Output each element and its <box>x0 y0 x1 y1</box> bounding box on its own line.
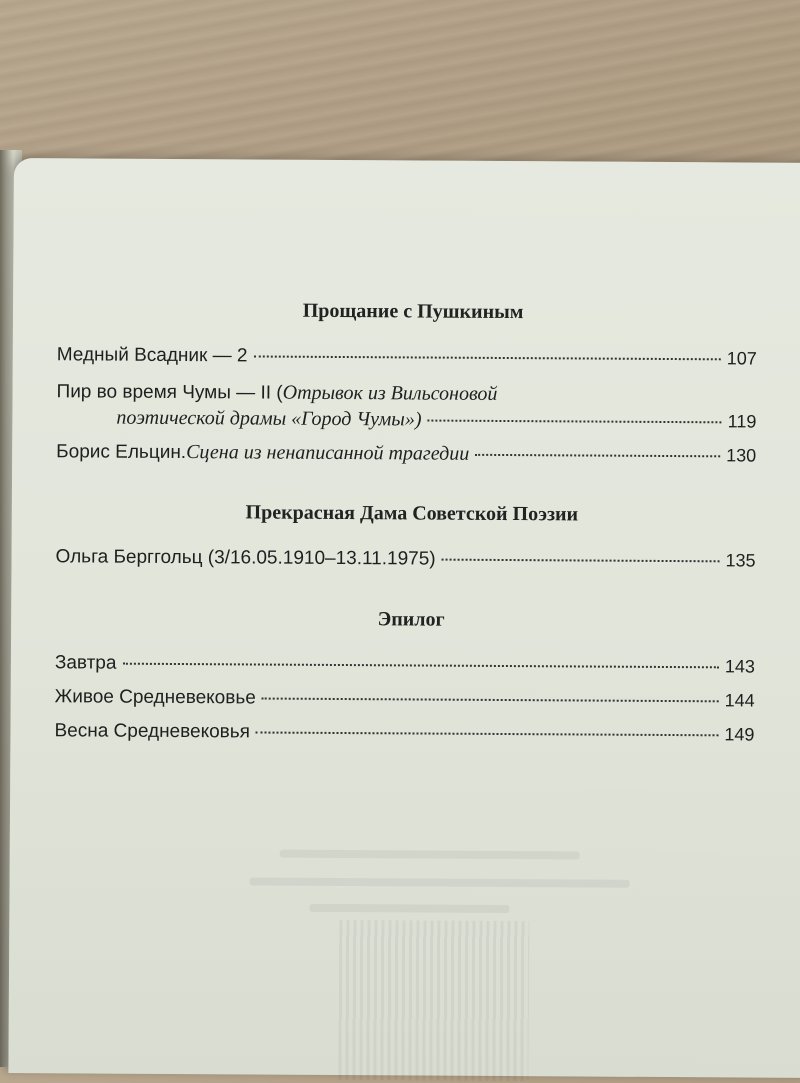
toc-entry-medny-vsadnik <box>57 344 757 374</box>
section-title-pushkin: Прощание с Пушкиным <box>302 299 524 324</box>
page-number: 107 <box>726 348 757 369</box>
show-through-text <box>280 850 580 860</box>
page-number: 144 <box>724 690 755 711</box>
page-number: 149 <box>724 724 755 745</box>
show-through-text <box>309 904 509 913</box>
leader-dots <box>475 454 720 457</box>
entry-subtitle-continued: поэтической драмы «Город Чумы») <box>116 406 422 431</box>
section-title-epilog: Эпилог <box>377 608 445 631</box>
leader-dots <box>253 355 720 360</box>
entry-title: Борис Ельцин. <box>56 441 187 464</box>
entry-title: Пир во время Чумы — II ( <box>56 381 283 404</box>
entry-title: Весна Средневековья <box>54 720 251 743</box>
entry-title: Завтра <box>54 652 117 674</box>
book-page <box>8 158 800 1078</box>
leader-dots <box>256 731 718 736</box>
leader-dots <box>442 559 720 563</box>
leader-dots <box>262 698 719 703</box>
page-number: 143 <box>724 656 755 677</box>
leader-dots <box>428 420 722 424</box>
entry-subtitle: Отрывок из Вильсоновой <box>282 381 498 405</box>
toc-entry-boris-eltsin <box>56 440 756 470</box>
toc-entry-zhivoe-srednevekovie <box>55 686 755 716</box>
show-through-text <box>250 877 630 887</box>
toc-entry-pir-continuation <box>116 407 756 437</box>
leader-dots <box>122 663 718 669</box>
page-number: 119 <box>727 411 757 432</box>
toc-entry-vesna-srednevekovya <box>54 720 754 750</box>
entry-title: Медный Всадник — 2 <box>56 344 248 367</box>
entry-title: Живое Средневековье <box>54 686 256 709</box>
show-through-barcode <box>338 920 529 1081</box>
section-title-prekrasnaya-dama: Прекрасная Дама Советской Поэзии <box>245 501 579 526</box>
entry-subtitle: Сцена из ненаписанной трагедии <box>186 441 470 465</box>
page-number: 135 <box>725 550 756 571</box>
toc-entry-olga-berggolts <box>55 546 755 576</box>
toc-entry-zavtra <box>55 652 755 682</box>
page-number: 130 <box>726 445 757 466</box>
entry-title: Ольга Берггольц (3/16.05.1910–13.11.1975) <box>55 546 436 570</box>
